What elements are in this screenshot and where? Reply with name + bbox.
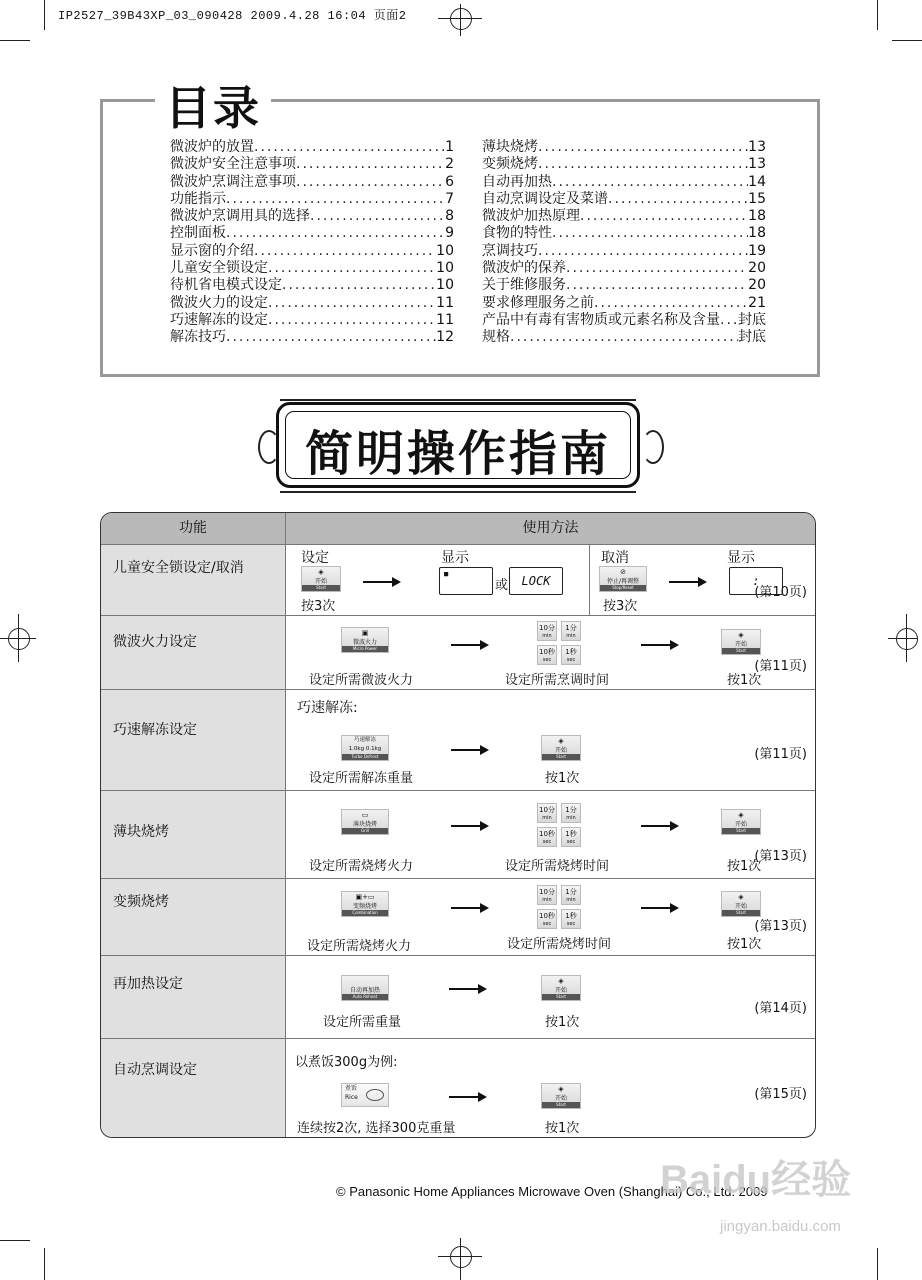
toc-entry [170, 277, 454, 294]
toc-entry [170, 260, 454, 277]
toc-title: 目录 [155, 78, 271, 138]
toc-entry-title: 食物的特性 [482, 225, 552, 242]
watermark-brand: Baidu经验 [660, 1158, 852, 1202]
label-press-once: 按1次 [545, 1121, 580, 1136]
toc-entry-title: 薄块烧烤 [482, 139, 538, 155]
label-press-once: 按1次 [545, 1015, 580, 1030]
toc-leader [566, 260, 748, 277]
label-auto-example: 以煮饭300g为例: [295, 1055, 398, 1070]
toc-entry-title: 显示窗的介绍 [170, 242, 254, 259]
table-header-function: 功能 [101, 513, 285, 544]
row-micro-page: (第11页) [754, 659, 807, 674]
arrow [641, 644, 677, 646]
toc-leader [226, 191, 445, 208]
toc-leader [296, 156, 445, 173]
label-press-once: 按1次 [727, 673, 762, 688]
toc-leader [594, 295, 748, 312]
quick-guide-table [100, 512, 816, 1138]
trim-mark [44, 0, 45, 30]
label-combo-power: 设定所需烧烤火力 [307, 939, 412, 954]
arrow [451, 749, 487, 751]
label-grill-time: 设定所需烧烤时间 [505, 859, 610, 874]
toc-leader [254, 243, 436, 260]
toc-entry-page: 14 [748, 173, 766, 190]
arrow [669, 581, 705, 583]
copyright: © Panasonic Home Appliances Microwave Oven (Shanghai) Co., Ltd. 2009 [336, 1184, 768, 1199]
banner-rule [280, 491, 636, 493]
toc-entry [482, 243, 766, 260]
time-key: 10秒 sec [537, 645, 557, 665]
toc-entry-title: 自动再加热 [482, 173, 552, 190]
start-key: ◈ 开始 Start [721, 891, 761, 917]
toc-entry-page: 封底 [738, 329, 766, 346]
time-key: 1分 min [561, 621, 581, 641]
banner-rule [280, 399, 636, 401]
lock-cancel-label: 取消 [601, 550, 629, 566]
time-key: 10秒 sec [537, 827, 557, 847]
toc-leader [268, 312, 436, 329]
start-key: ◈ 开始 Start [721, 629, 761, 655]
toc-leader [580, 208, 748, 225]
toc-entry [482, 139, 766, 156]
toc-entry [482, 277, 766, 294]
trim-mark [0, 1240, 30, 1241]
arrow [451, 907, 487, 909]
label-reheat-weight: 设定所需重量 [323, 1015, 402, 1030]
row-lock-name: 儿童安全锁设定/取消 [113, 560, 244, 576]
row-micro-name: 微波火力设定 [113, 634, 197, 650]
toc-entry-title: 变频烧烤 [482, 156, 538, 173]
toc-entry-title: 功能指示 [170, 190, 226, 207]
stop-reset-key: ⊘ 停止/再调整 Stop/Reset [599, 566, 647, 592]
trim-mark [892, 40, 922, 41]
toc-entry [170, 243, 454, 260]
toc-leader [268, 295, 436, 312]
label-set-power: 设定所需微波火力 [309, 673, 414, 688]
toc-entry [170, 156, 454, 173]
toc-entry-page: 18 [748, 208, 766, 225]
toc-entry-page: 13 [748, 156, 766, 173]
banner [276, 402, 640, 488]
grill-key: ▭ 薄块烧烤 Grill [341, 809, 389, 835]
start-key: ◈ 开始 Start [721, 809, 761, 835]
toc-entry-title: 关于维修服务 [482, 277, 566, 294]
toc-leader [538, 156, 748, 173]
toc-leader [538, 139, 748, 156]
toc-entry-title: 微波炉烹调用具的选择 [170, 208, 310, 225]
start-key: ◈ 开始 Start [301, 566, 341, 592]
toc-entry-title: 微波炉的保养 [482, 260, 566, 277]
toc-entry-title: 微波火力的设定 [170, 294, 268, 311]
time-key: 1分 min [561, 885, 581, 905]
toc-leader [226, 225, 445, 242]
toc-entry [482, 312, 766, 329]
display-blank: ■ [439, 567, 493, 595]
toc-entry-title: 要求修理服务之前 [482, 294, 594, 311]
toc-entry-page: 8 [445, 208, 454, 225]
arrow [451, 644, 487, 646]
toc-entry-title: 规格 [482, 329, 510, 346]
toc-entry-title: 微波炉加热原理 [482, 208, 580, 225]
toc-leader [268, 260, 436, 277]
toc-entry-page: 12 [436, 329, 454, 346]
toc-left-column [170, 139, 454, 347]
display-lock: LOCK [509, 567, 563, 595]
toc-entry-page: 15 [748, 190, 766, 207]
combination-key: ▣+▭ 变频烧烤 Combination [341, 891, 389, 917]
row-auto-page: (第15页) [754, 1087, 807, 1102]
toc-entry-page: 20 [748, 260, 766, 277]
toc-leader [720, 312, 738, 329]
arrow [641, 825, 677, 827]
row-reheat-page: (第14页) [754, 1001, 807, 1016]
display-time-blank: : [729, 567, 783, 595]
cancel-press-label: 按3次 [603, 599, 638, 614]
row-lock-page: (第10页) [754, 585, 807, 600]
toc-leader [296, 174, 445, 191]
toc-entry-title: 微波炉安全注意事项 [170, 156, 296, 173]
time-key: 1秒 sec [561, 645, 581, 665]
trim-mark [877, 1248, 878, 1280]
banner-title: 简明操作指南 [304, 426, 611, 482]
toc-leader [510, 329, 738, 346]
trim-mark [877, 0, 878, 30]
row-combo-page: (第13页) [754, 919, 807, 934]
toc-entry [170, 191, 454, 208]
toc-entry-page: 10 [436, 277, 454, 294]
label-grill-power: 设定所需烧烤火力 [309, 859, 414, 874]
toc-entry-title: 待机省电模式设定 [170, 277, 282, 294]
table-header-method: 使用方法 [286, 513, 815, 544]
toc-leader [282, 277, 436, 294]
toc-entry-page: 封底 [738, 311, 766, 328]
label-press-once: 按1次 [727, 937, 762, 952]
toc-leader [226, 329, 436, 346]
arrow [641, 907, 677, 909]
time-key: 10分 min [537, 803, 557, 823]
row-auto-name: 自动烹调设定 [113, 1062, 197, 1078]
watermark-url: jingyan.baidu.com [720, 1218, 841, 1235]
time-key: 10分 min [537, 621, 557, 641]
lock-display-label: 显示 [441, 550, 469, 566]
toc-entry [170, 295, 454, 312]
toc-entry-page: 21 [748, 294, 766, 311]
toc-entry [170, 174, 454, 191]
toc-entry-title: 控制面板 [170, 225, 226, 242]
label-quick-defrost: 巧速解冻: [297, 700, 358, 716]
label-press-once: 按1次 [727, 859, 762, 874]
trim-mark [0, 40, 30, 41]
toc-entry [482, 225, 766, 242]
toc-right-column [482, 139, 766, 347]
toc-entry [170, 208, 454, 225]
row-reheat-name: 再加热设定 [113, 976, 183, 992]
toc-leader [552, 174, 748, 191]
cancel-display-label: 显示 [727, 550, 755, 566]
row-defrost-name: 巧速解冻设定 [113, 722, 197, 738]
toc-entry-page: 9 [445, 225, 454, 242]
label-press-once: 按1次 [545, 771, 580, 786]
toc-entry-title: 解冻技巧 [170, 329, 226, 346]
toc-entry-title: 微波炉烹调注意事项 [170, 173, 296, 190]
time-key: 1分 min [561, 803, 581, 823]
toc-entry-page: 19 [748, 242, 766, 259]
toc-entry [482, 174, 766, 191]
rice-key: 煮饭 Rice [341, 1083, 389, 1107]
toc-entry [482, 329, 766, 346]
start-key: ◈ 开始 Start [541, 1083, 581, 1109]
toc-entry-page: 11 [436, 294, 454, 311]
toc-entry-page: 13 [748, 139, 766, 155]
or-label: 或 [495, 578, 509, 593]
time-key: 1秒 sec [561, 909, 581, 929]
toc-entry [482, 156, 766, 173]
label-auto-press: 连续按2次, 选择300克重量 [297, 1121, 456, 1136]
row-grill-name: 薄块烧烤 [113, 824, 169, 840]
toc-entry-title: 烹调技巧 [482, 242, 538, 259]
toc-leader [552, 225, 748, 242]
arrow [451, 825, 487, 827]
toc-entry-page: 18 [748, 225, 766, 242]
toc-entry-title: 儿童安全锁设定 [170, 260, 268, 277]
time-key: 1秒 sec [561, 827, 581, 847]
lock-set-label: 设定 [301, 550, 329, 566]
toc-entry-page: 6 [445, 173, 454, 190]
toc-leader [254, 139, 445, 156]
toc-entry-page: 11 [436, 311, 454, 328]
toc-entry-title: 巧速解冻的设定 [170, 311, 268, 328]
toc-entry [482, 295, 766, 312]
micro-power-key: ▣ 微波火力 Micro Power [341, 627, 389, 653]
toc-leader [310, 208, 445, 225]
row-grill-page: (第13页) [754, 849, 807, 864]
toc-entry-title: 自动烹调设定及菜谱 [482, 190, 608, 207]
banner-ornament-right [642, 430, 664, 464]
start-key: ◈ 开始 Start [541, 975, 581, 1001]
arrow [449, 1096, 485, 1098]
time-key: 10秒 sec [537, 909, 557, 929]
column-divider [285, 513, 286, 1137]
label-set-time: 设定所需烹调时间 [505, 673, 610, 688]
toc-entry-page: 1 [445, 139, 454, 155]
auto-reheat-key: 自动再加热 Auto Reheat [341, 975, 389, 1001]
toc-entry-page: 7 [445, 190, 454, 207]
turbo-defrost-key: 巧速解冻 1.0kg 0.1kg Turbo Defrost [341, 735, 389, 761]
toc-entry [482, 208, 766, 225]
toc-entry [170, 225, 454, 242]
toc-leader [566, 277, 748, 294]
toc-entry [170, 329, 454, 346]
arrow [363, 581, 399, 583]
label-defrost-weight: 设定所需解冻重量 [309, 771, 414, 786]
toc-entry [170, 312, 454, 329]
arrow [449, 988, 485, 990]
toc-entry-title: 微波炉的放置 [170, 139, 254, 155]
trim-mark [44, 1248, 45, 1280]
toc-entry-page: 2 [445, 156, 454, 173]
row-combo-name: 变频烧烤 [113, 894, 169, 910]
toc-entry [482, 260, 766, 277]
toc-entry-page: 10 [436, 242, 454, 259]
toc-leader [608, 191, 748, 208]
toc-entry-page: 20 [748, 277, 766, 294]
toc-entry-page: 10 [436, 260, 454, 277]
lock-press-label: 按3次 [301, 599, 336, 614]
label-combo-time: 设定所需烧烤时间 [507, 937, 612, 952]
toc-entry [170, 139, 454, 156]
toc-entry [482, 191, 766, 208]
row-defrost-page: (第11页) [754, 747, 807, 762]
time-key: 10分 min [537, 885, 557, 905]
toc-leader [538, 243, 748, 260]
start-key: ◈ 开始 Start [541, 735, 581, 761]
toc-entry-title: 产品中有毒有害物质或元素名称及含量 [482, 311, 720, 328]
print-header: IP2527_39B43XP_03_090428 2009.4.28 16:04 页面2 [58, 9, 407, 23]
